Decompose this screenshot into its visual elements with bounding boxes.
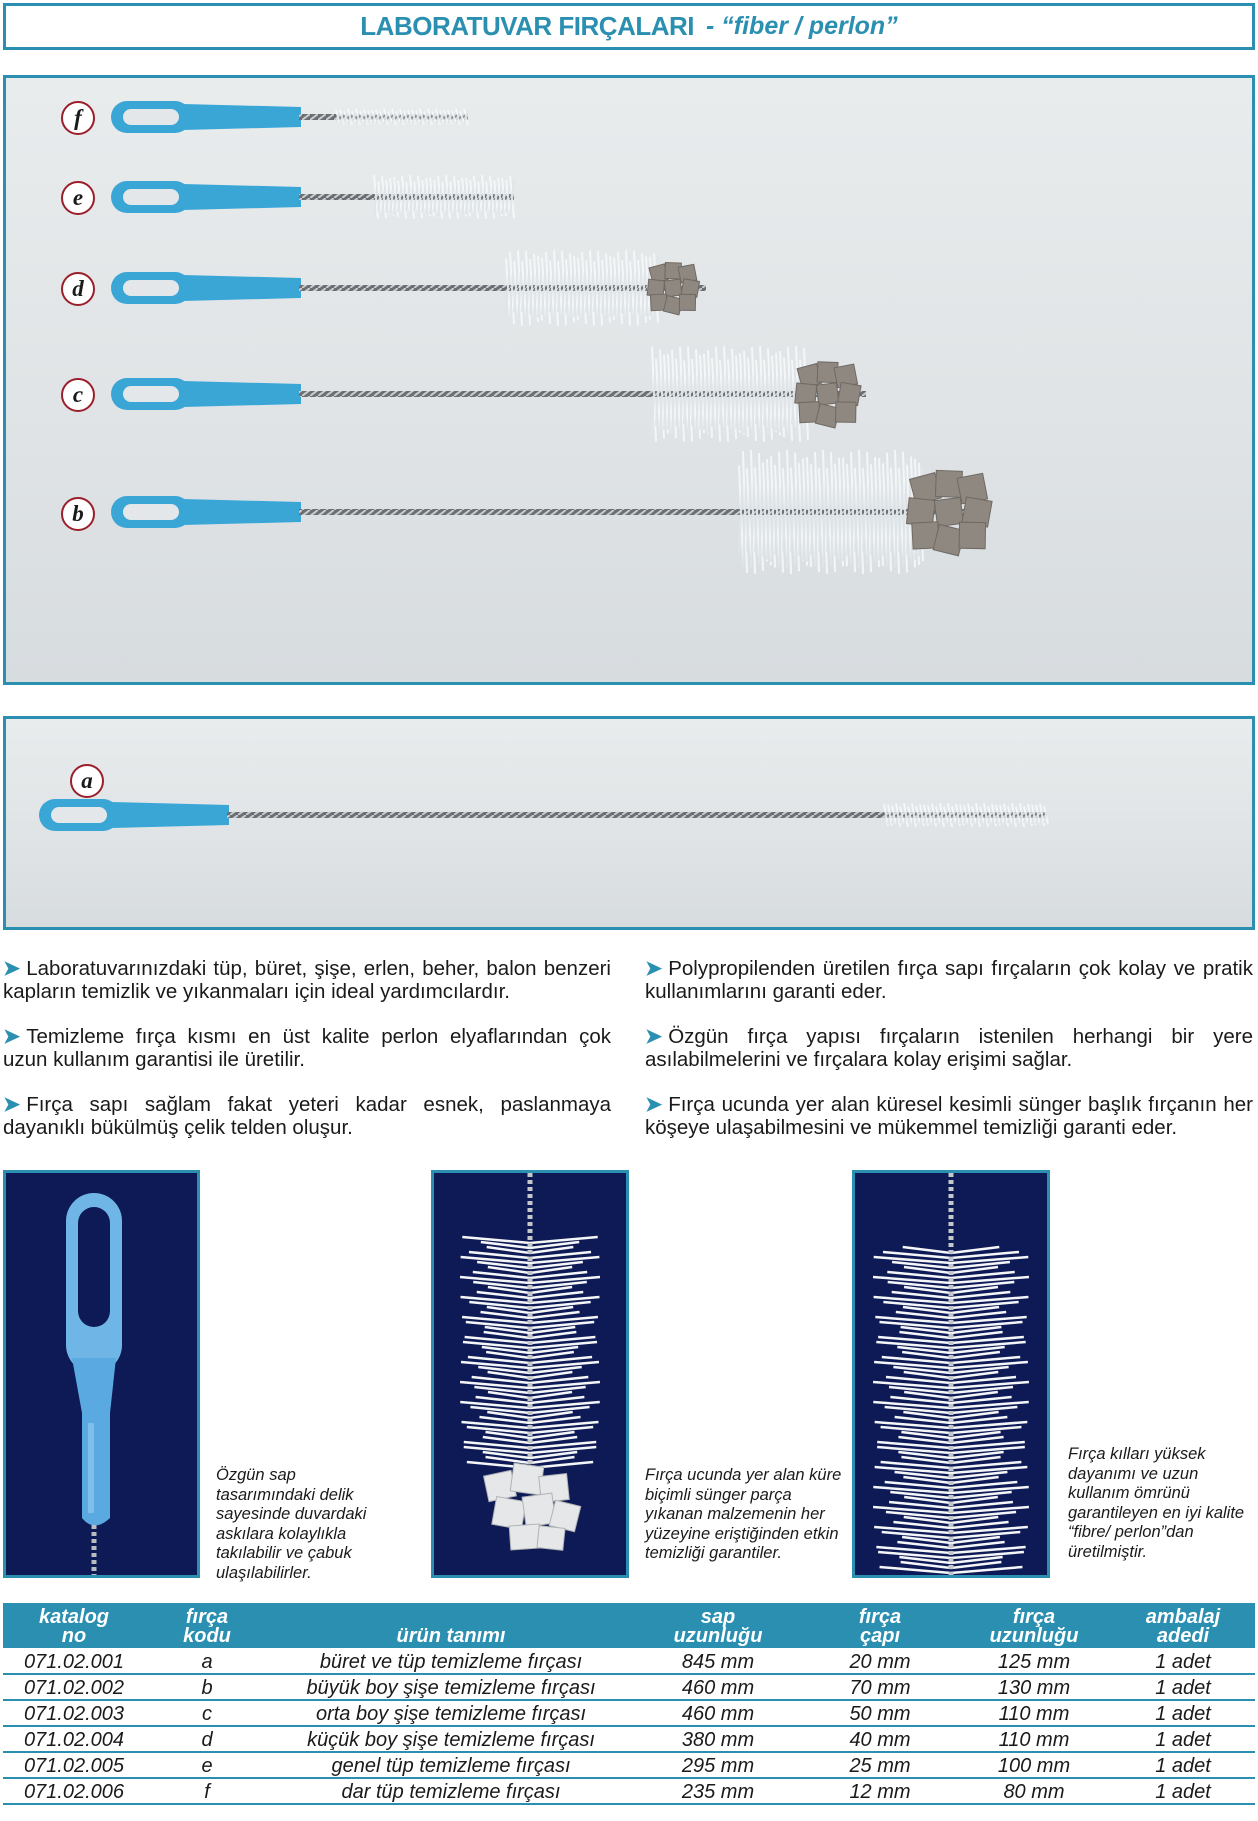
brush-b-drawing — [111, 450, 992, 574]
feature-item: ➤ Temizleme fırça kısmı en üst kalite perlon elyaflarından çok uzun kullanım garantisi ile üretilir. — [3, 1025, 611, 1071]
brush-lineup-photo — [3, 75, 1255, 685]
burette-brush-illustration — [6, 719, 1252, 927]
table-header-row — [3, 1603, 1255, 1648]
product-table — [3, 1603, 1255, 1805]
arrow-right-icon: ➤ — [3, 1093, 21, 1116]
bristle-caption: Fırça kılları yüksek dayanımı ve uzun kullanım ömrünü garantileyen en iyi kalite “fibre/ perlon”dan üretilmiştir. — [1068, 1445, 1245, 1561]
page-title: LABORATUVAR FIRÇALARI — [360, 11, 695, 41]
handle-caption: Özgün sap tasarımındaki delik sayesinde duvardaki askılara kolaylıkla takılabilir ve çabuk ulaşılabilirler. — [216, 1466, 367, 1582]
arrow-right-icon: ➤ — [645, 1025, 663, 1048]
column-header-catalog: katalog no — [3, 1603, 145, 1648]
letter-badge-d: d — [61, 272, 95, 306]
burette-brush-photo — [3, 716, 1255, 930]
table-row: 071.02.001 a büret ve tüp temizleme fırçası 845 mm 20 mm 125 mm 1 adet — [3, 1648, 1255, 1674]
letter-badge-f: f — [61, 101, 95, 135]
arrow-right-icon: ➤ — [3, 1025, 21, 1048]
bristle-detail-photo — [852, 1170, 1050, 1578]
letter-badge-a: a — [70, 764, 104, 798]
arrow-right-icon: ➤ — [3, 957, 21, 980]
bristle-closeup-illustration — [855, 1173, 1047, 1575]
column-header-brush-diameter: fırça çapı — [803, 1603, 957, 1648]
sponge-closeup-illustration — [434, 1173, 626, 1575]
page-header — [3, 3, 1255, 50]
handle-detail-photo — [3, 1170, 200, 1578]
feature-item: ➤ Laboratuvarınızdaki tüp, büret, şişe, erlen, beher, balon benzeri kapların temizlik ve yıkanmaları için ideal yardımcılardır. — [3, 957, 611, 1003]
brush-f-drawing — [111, 101, 468, 133]
feature-item: ➤ Özgün fırça yapısı fırçaların istenilen herhangi bir yere asılabilmelerini ve fırçalara kolay erişimi sağlar. — [645, 1025, 1253, 1071]
column-header-code: fırça kodu — [145, 1603, 269, 1648]
brush-d-drawing — [111, 250, 706, 326]
table-row: 071.02.005 e genel tüp temizleme fırçası 295 mm 25 mm 100 mm 1 adet — [3, 1752, 1255, 1778]
column-header-description: ürün tanımı — [269, 1603, 633, 1648]
column-header-brush-length: fırça uzunluğu — [957, 1603, 1111, 1648]
brush-c-drawing — [111, 346, 866, 442]
column-header-package-qty: ambalaj adedi — [1111, 1603, 1255, 1648]
table-row: 071.02.002 b büyük boy şişe temizleme fırçası 460 mm 70 mm 130 mm 1 adet — [3, 1674, 1255, 1700]
letter-badge-b: b — [61, 497, 95, 531]
feature-item: ➤ Fırça ucunda yer alan küresel kesimli sünger başlık fırçanın her köşeye ulaşabilmesini ve mükemmel temizliği garanti eder. — [645, 1093, 1253, 1139]
page-subtitle: - “fiber / perlon” — [706, 12, 898, 40]
feature-item: ➤ Fırça sapı sağlam fakat yeteri kadar esnek, paslanmaya dayanıklı bükülmüş çelik telden oluşur. — [3, 1093, 611, 1139]
letter-badge-c: c — [61, 378, 95, 412]
feature-list — [3, 957, 1255, 1157]
brush-lineup-illustration — [6, 78, 1252, 682]
brush-a-drawing — [39, 799, 1048, 831]
handle-closeup-illustration — [6, 1173, 197, 1575]
arrow-right-icon: ➤ — [645, 957, 663, 980]
table-row: 071.02.006 f dar tüp temizleme fırçası 235 mm 12 mm 80 mm 1 adet — [3, 1778, 1255, 1804]
table-row: 071.02.003 c orta boy şişe temizleme fırçası 460 mm 50 mm 110 mm 1 adet — [3, 1700, 1255, 1726]
feature-item: ➤ Polypropilenden üretilen fırça sapı fırçaların çok kolay ve pratik kullanımlarını garanti eder. — [645, 957, 1253, 1003]
table-row: 071.02.004 d küçük boy şişe temizleme fırçası 380 mm 40 mm 110 mm 1 adet — [3, 1726, 1255, 1752]
brush-e-drawing — [111, 175, 514, 219]
arrow-right-icon: ➤ — [645, 1093, 663, 1116]
sponge-detail-photo — [431, 1170, 629, 1578]
column-header-handle-length: sap uzunluğu — [633, 1603, 803, 1648]
sponge-caption: Fırça ucunda yer alan küre biçimli sünger parça yıkanan malzemenin her yüzeyine eriştiğinden etkin temizliği garantiler. — [645, 1466, 842, 1562]
letter-badge-e: e — [61, 181, 95, 215]
